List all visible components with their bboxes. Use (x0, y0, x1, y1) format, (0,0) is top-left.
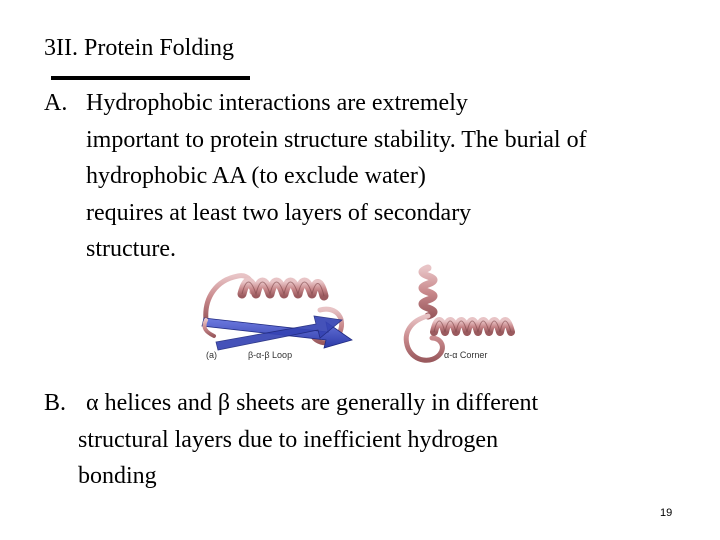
bullet-a-line: hydrophobic AA (to exclude water) (86, 163, 426, 189)
bullet-a-line: requires at least two layers of secondary (86, 199, 472, 226)
page-number: 19 (660, 507, 673, 519)
bullet-b-line: α helices and β sheets are generally in different (86, 390, 539, 416)
alpha-alpha-corner-ribbon (406, 268, 511, 360)
bullet-a-line: important to protein structure stability. The burial of (86, 126, 587, 153)
bullet-a-line: Hydrophobic interactions are extremely (86, 90, 468, 116)
beta-alpha-beta-ribbon (202, 276, 352, 350)
bullet-b-marker: B. (44, 390, 67, 416)
protein-structure-figure (196, 258, 528, 370)
bullet-b-line: structural layers due to inefficient hydrogen (78, 426, 499, 453)
bullet-a-line: structure. (86, 236, 176, 262)
figure-caption-beta-alpha-beta: β-α-β Loop (248, 350, 293, 360)
figure-caption-alpha-alpha: α-α Corner (444, 350, 488, 360)
bullet-b-line: bonding (78, 463, 157, 489)
title-underline (51, 76, 250, 80)
page-title: 3II. Protein Folding (44, 35, 234, 61)
figure-panel-label: (a) (206, 350, 217, 360)
bullet-a-marker: A. (44, 90, 68, 116)
